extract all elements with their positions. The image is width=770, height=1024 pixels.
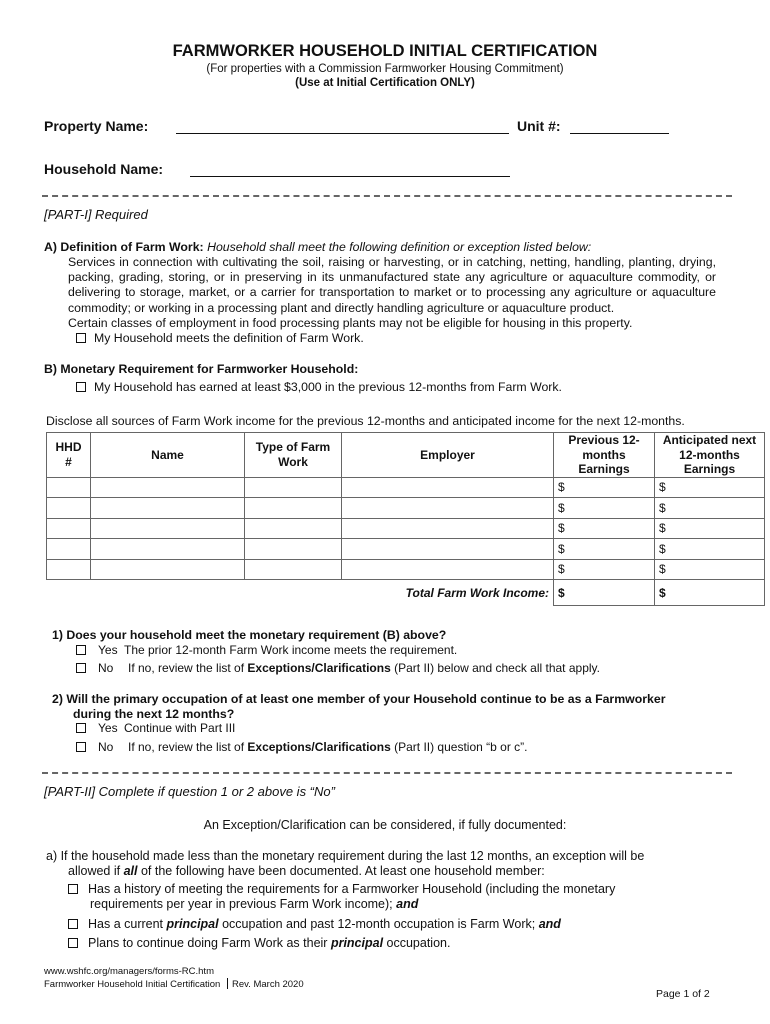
q2-yes-checkbox[interactable]: [76, 723, 86, 733]
criteria-3-text-c: occupation.: [383, 936, 451, 950]
footer-url: www.wshfc.org/managers/forms-RC.htm: [44, 966, 214, 977]
type-cell[interactable]: [245, 498, 342, 519]
criteria-2-principal: principal: [166, 917, 219, 931]
page-subtitle: (For properties with a Commission Farmworker Housing Commitment): [206, 63, 564, 75]
prev-earnings-cell[interactable]: $: [554, 559, 655, 580]
employer-cell[interactable]: [342, 539, 554, 560]
farm-work-checkbox[interactable]: [76, 333, 86, 343]
col-prev-earnings: Previous 12-months Earnings: [554, 433, 655, 478]
q1-no-desc-b: Exceptions/Clarifications: [247, 661, 391, 675]
definition-heading: [44, 240, 591, 254]
next-earnings-cell[interactable]: $: [655, 477, 765, 498]
monetary-checkbox[interactable]: [76, 382, 86, 392]
farm-work-checkbox-label: My Household meets the definition of Farm Work.: [94, 331, 364, 345]
hhd-cell[interactable]: [47, 539, 91, 560]
q2-no-label: No: [98, 740, 114, 754]
type-cell[interactable]: [245, 518, 342, 539]
footer-rev: Rev. March 2020: [231, 979, 304, 990]
household-name-field[interactable]: [190, 176, 510, 177]
q2-yes-desc: Continue with Part III: [124, 721, 236, 735]
property-name-label: Property Name:: [44, 118, 149, 134]
hhd-cell[interactable]: [47, 559, 91, 580]
q2-yes-row: [76, 721, 235, 735]
name-cell[interactable]: [91, 498, 245, 519]
farm-work-checkbox-row: [76, 331, 364, 345]
criteria-1-and: and: [396, 897, 419, 911]
criteria-3-principal: principal: [330, 936, 384, 950]
name-cell[interactable]: [91, 559, 245, 580]
monetary-checkbox-label: My Household has earned at least $3,000 in the previous 12-months from Farm Work.: [94, 380, 562, 394]
criteria-3-row: [68, 936, 450, 950]
exception-a-line2-a: allowed if: [68, 864, 124, 878]
definition-note: Certain classes of employment in food processing plants may not be eligible for housing in this property.: [68, 316, 633, 330]
exception-a-line2-b: all: [123, 864, 138, 878]
next-earnings-cell[interactable]: $: [655, 539, 765, 560]
criteria-2-text-c: occupation and past 12-month occupation is Farm Work;: [218, 917, 539, 931]
employer-cell[interactable]: [342, 518, 554, 539]
name-cell[interactable]: [91, 518, 245, 539]
criteria-2-and: and: [538, 917, 561, 931]
part1-heading: [PART-I] Required: [44, 207, 148, 222]
hhd-cell[interactable]: [47, 477, 91, 498]
part2-heading: [PART-II] Complete if question 1 or 2 above is “No”: [44, 784, 335, 799]
table-row: [47, 518, 765, 539]
criteria-2-text-a: Has a current: [88, 917, 167, 931]
prev-earnings-cell[interactable]: $: [554, 498, 655, 519]
definition-label: A) Definition of Farm Work:: [44, 240, 204, 254]
q1-yes-checkbox[interactable]: [76, 645, 86, 655]
exception-a-line2-c: of the following have been documented. At least one household member:: [137, 864, 545, 878]
disclose-instructions: Disclose all sources of Farm Work income for the previous 12-months and anticipated income for the next 12-months.: [46, 414, 685, 428]
criteria-1-text-b: requirements per year in previous Farm Work income);: [90, 897, 397, 911]
page-subtitle-2: (Use at Initial Certification ONLY): [295, 77, 475, 89]
q2-no-checkbox[interactable]: [76, 742, 86, 752]
type-cell[interactable]: [245, 559, 342, 580]
exception-intro: An Exception/Clarification can be considered, if fully documented:: [203, 818, 567, 832]
criteria-1-checkbox[interactable]: [68, 884, 78, 894]
table-row: [47, 539, 765, 560]
footer-form-name: Farmworker Household Initial Certification: [44, 979, 221, 990]
definition-intro: Household shall meet the following definition or exception listed below:: [207, 240, 592, 254]
unit-field[interactable]: [570, 133, 669, 134]
criteria-1-line2: [90, 897, 418, 911]
criteria-1-row: [68, 882, 615, 896]
household-name-label: Household Name:: [44, 161, 164, 177]
employer-cell[interactable]: [342, 477, 554, 498]
monetary-heading: B) Monetary Requirement for Farmworker Household:: [44, 362, 359, 376]
page-title: FARMWORKER HOUSEHOLD INITIAL CERTIFICATION: [172, 42, 598, 60]
name-cell[interactable]: [91, 477, 245, 498]
col-type: Type of Farm Work: [245, 433, 342, 478]
q1-no-label: No: [98, 661, 114, 675]
prev-earnings-cell[interactable]: $: [554, 518, 655, 539]
criteria-3-checkbox[interactable]: [68, 938, 78, 948]
definition-body: Services in connection with cultivating the soil, raising or harvesting, or in catching, netting, handling, planting, drying, packing, grading, storing, or in preserving in its unmanufactured state any agriculture or aquaculture commodity, or delivering to storage, market, or a carrier for transportation to market or to processing any agriculture or aquaculture commodity; or working in a processing plant and directly handling agriculture or aquaculture product.: [68, 255, 716, 315]
hhd-cell[interactable]: [47, 518, 91, 539]
col-employer: Employer: [342, 433, 554, 478]
next-earnings-cell[interactable]: $: [655, 559, 765, 580]
q2-no-desc-b: Exceptions/Clarifications: [247, 740, 391, 754]
monetary-checkbox-row: [76, 380, 562, 394]
next-earnings-cell[interactable]: $: [655, 498, 765, 519]
q1-yes-label: Yes: [98, 643, 118, 657]
col-name: Name: [91, 433, 245, 478]
total-row: [47, 580, 765, 606]
col-next-earnings: Anticipated next 12-months Earnings: [655, 433, 765, 478]
q1-no-desc-c: (Part II) below and check all that apply.: [390, 661, 600, 675]
section-divider: [42, 772, 732, 774]
criteria-3-text-a: Plans to continue doing Farm Work as their: [88, 936, 331, 950]
q1-no-checkbox[interactable]: [76, 663, 86, 673]
type-cell[interactable]: [245, 477, 342, 498]
name-cell[interactable]: [91, 539, 245, 560]
exception-a-line1: a) If the household made less than the monetary requirement during the last 12 months, an exception will be: [46, 849, 645, 863]
q1-yes-row: [76, 643, 457, 657]
prev-earnings-cell[interactable]: $: [554, 477, 655, 498]
question-2-line2: during the next 12 months?: [73, 707, 235, 721]
employer-cell[interactable]: [342, 559, 554, 580]
q2-no-desc-c: (Part II) question “b or c”.: [390, 740, 528, 754]
prev-earnings-cell[interactable]: $: [554, 539, 655, 560]
q1-no-row: [76, 661, 600, 675]
section-divider: [42, 195, 732, 197]
property-name-field[interactable]: [176, 133, 509, 134]
type-cell[interactable]: [245, 539, 342, 560]
col-hhd: HHD #: [47, 433, 91, 478]
total-prev-earnings[interactable]: $: [554, 580, 655, 606]
unit-label: Unit #:: [517, 118, 561, 134]
total-label: Total Farm Work Income:: [405, 585, 549, 600]
employer-cell[interactable]: [342, 498, 554, 519]
q2-no-desc-a: If no, review the list of: [128, 740, 248, 754]
hhd-cell[interactable]: [47, 498, 91, 519]
page-number: Page 1 of 2: [656, 988, 710, 1000]
q1-no-desc-a: If no, review the list of: [128, 661, 248, 675]
total-next-earnings[interactable]: $: [655, 580, 765, 606]
criteria-2-row: [68, 917, 561, 931]
table-row: [47, 559, 765, 580]
exception-a-line2: [68, 864, 545, 878]
question-2-line1: 2) Will the primary occupation of at least one member of your Household continue to be as a Farmworker: [52, 692, 666, 706]
q2-no-row: [76, 740, 527, 754]
question-1: 1) Does your household meet the monetary requirement (B) above?: [52, 628, 447, 642]
q2-yes-label: Yes: [98, 721, 118, 735]
table-row: [47, 498, 765, 519]
footer-separator: [227, 978, 228, 989]
criteria-2-checkbox[interactable]: [68, 919, 78, 929]
income-table: [46, 432, 765, 606]
footer-form-line: [44, 978, 304, 990]
q1-yes-desc: The prior 12-month Farm Work income meets the requirement.: [124, 643, 458, 657]
income-table-header: [47, 433, 765, 478]
table-row: [47, 477, 765, 498]
criteria-1-text-a: Has a history of meeting the requirements for a Farmworker Household (including the monetary: [88, 882, 616, 896]
next-earnings-cell[interactable]: $: [655, 518, 765, 539]
